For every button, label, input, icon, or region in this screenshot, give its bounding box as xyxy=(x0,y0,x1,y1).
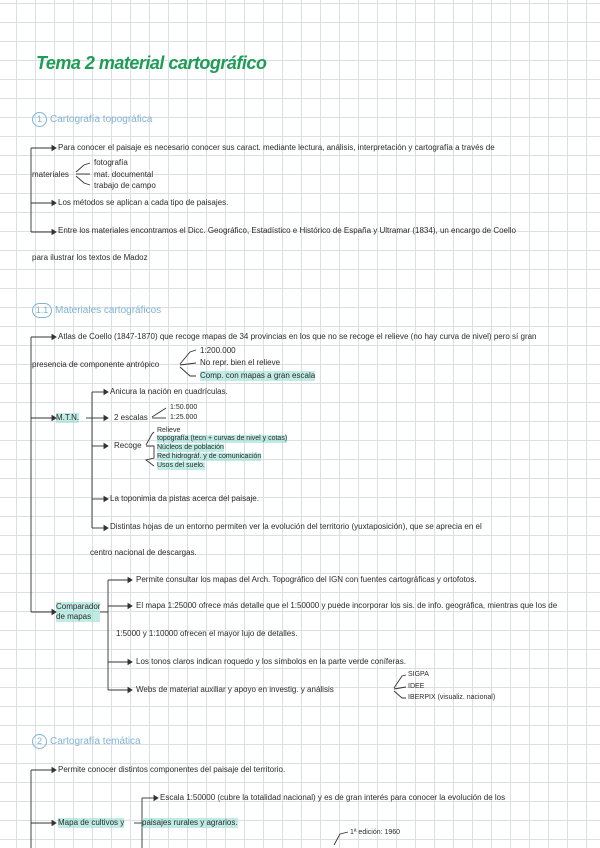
s1-line4: para ilustrar los textos de Madoz xyxy=(32,253,148,262)
mat-item: trabajo de campo xyxy=(94,181,156,190)
comp-line1: Permite consultar los mapas del Arch. Topográfico del IGN con fuentes cartográficas y ortofotos. xyxy=(136,575,477,584)
comparador-label xyxy=(56,602,100,622)
s2-escala: Escala 1:50000 (cubre la totalidad nacional) y es de gran interés para conocer la evolución de los xyxy=(160,793,506,802)
scale-item: No repr. bien el relieve xyxy=(200,358,281,367)
web-item: IBERPIX (visualiz. nacional) xyxy=(408,694,496,701)
s1-line3: Entre los materiales encontramos el Dicc. Geográfico, Estadístico e Histórico de España y Ultramar (1834), un encargo de Coello xyxy=(58,226,516,235)
scale-item: 1:200.000 xyxy=(200,346,236,355)
escala-item: 1:25.000 xyxy=(170,414,198,421)
recoge-item: topografía (tecn + curvas de nivel y cotas) xyxy=(157,435,288,442)
recoge-item: Usos del suelo. xyxy=(157,462,205,469)
recoge-item: Relieve xyxy=(157,427,181,434)
comp-line4: Webs de material auxiliar y apoyo en investig. y análisis xyxy=(136,685,334,694)
web-item: SIGPA xyxy=(408,671,429,678)
mat-item: fotografía xyxy=(94,158,128,167)
section-heading-2 xyxy=(32,734,141,749)
s2-paisajes: paisajes rurales y agrarios. xyxy=(142,818,238,827)
recoge-item: Red hidrográf. y de comunicación xyxy=(157,453,262,460)
recoge-label: Recoge xyxy=(114,441,142,450)
s2-mapa: Mapa de cultivos y xyxy=(58,818,125,827)
section-label: Materiales cartográficos xyxy=(55,305,162,316)
mtn-line2: La toponimia da pistas acerca del paisaje. xyxy=(110,494,259,503)
comp-line2b: 1:5000 y 1:10000 ofrecen el mayor lujo de detalles. xyxy=(116,629,298,638)
section-number-badge: 2 xyxy=(32,734,47,749)
s1-line1: Para conocer el paisaje es necesario conocer sus caract. mediante lectura, análisis, interpretación y cartografía a través de xyxy=(58,143,495,152)
materiales-label: materiales xyxy=(32,170,69,179)
escala-item: 1:50.000 xyxy=(170,404,198,411)
mtn-line3: Distintas hojas de un entorno permiten ver la evolución del territorio (yuxtaposición), que se aprecia en el xyxy=(110,522,482,531)
section-label: Cartografía temática xyxy=(50,736,141,747)
comp-line2: El mapa 1:25000 ofrece más detalle que el 1:50000 y puede incorporar los sis. de info. geográfica, mientras que los de xyxy=(136,601,558,610)
mtn-line1: Anicura la nación en cuadrículas. xyxy=(110,387,228,396)
comparador-line: de mapas xyxy=(56,612,92,621)
section-label: Cartografía topográfica xyxy=(50,114,153,125)
mat-item: mat. documental xyxy=(94,170,154,179)
presencia-line: presencia de componente antrópico xyxy=(32,360,160,369)
mtn-line3b: centro nacional de descargas. xyxy=(90,548,197,557)
web-item: IDEE xyxy=(408,683,425,690)
comp-line3: Los tonos claros indican roquedo y los símbolos en la parte verde coníferas. xyxy=(136,657,406,666)
scale-item: Comp. con mapas a gran escala xyxy=(200,371,316,380)
s1-line2: Los métodos se aplican a cada tipo de paisajes. xyxy=(58,198,229,207)
recoge-item: Núcleos de población xyxy=(157,444,224,451)
page-title: Tema 2 material cartográfico xyxy=(36,53,267,73)
atlas-line: Atlas de Coello (1847-1870) que recoge mapas de 34 provincias en los que no se recoge el relieve (no hay curva de nivel) pero sí gran xyxy=(58,332,537,341)
section-heading-1 xyxy=(32,112,152,127)
section-number-badge: 1.1 xyxy=(32,303,52,318)
section-number-badge: 1 xyxy=(32,112,47,127)
escalas-label: 2 escalas xyxy=(114,413,148,422)
s2-line1: Permite conocer distintos componentes del paisaje del territorio. xyxy=(58,765,286,774)
mtn-label: M.T.N. xyxy=(56,413,80,422)
comparador-line: Comparador xyxy=(56,602,101,611)
s2-edicion: 1ª edición: 1960 xyxy=(350,829,401,836)
section-heading-1-1 xyxy=(32,303,161,318)
